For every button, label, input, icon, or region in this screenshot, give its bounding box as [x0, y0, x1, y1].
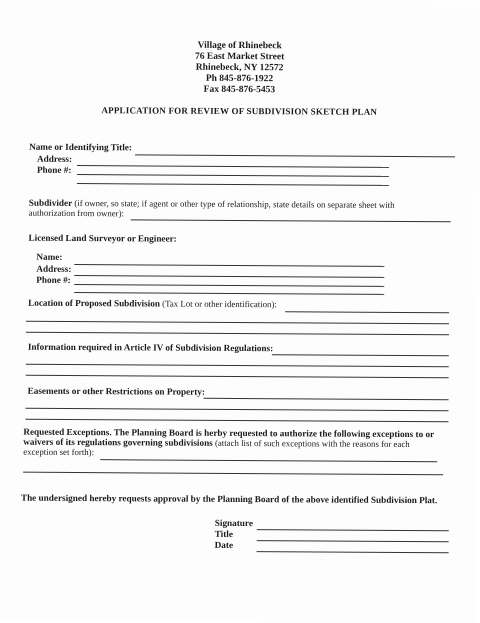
- easements-label: Easements or other Restrictions on Property:: [27, 385, 205, 397]
- surveyor-phone-label: Phone #:: [36, 274, 71, 285]
- header-phone: Ph 845-876-1922: [205, 73, 274, 85]
- approval-statement: The undersigned hereby requests approval by the Planning Board of the above identified Subdivision Plat.: [20, 492, 438, 506]
- surveyor-heading: Licensed Land Surveyor or Engineer:: [28, 232, 177, 244]
- address-field-1[interactable]: [77, 165, 389, 168]
- surveyor-name-label: Name:: [36, 251, 63, 262]
- phone-field[interactable]: [77, 183, 389, 186]
- easements-field-1[interactable]: [204, 398, 449, 400]
- location-label: Location of Proposed Subdivision: [28, 297, 160, 309]
- location-field-2[interactable]: [26, 321, 449, 325]
- form-title: APPLICATION FOR REVIEW OF SUBDIVISION SKETCH PLAN: [101, 105, 378, 117]
- exceptions-attach-note: (attach list of such exceptions with the reasons for each: [212, 437, 410, 450]
- name-title-field[interactable]: [135, 154, 455, 157]
- subdivider-authorization: authorization from owner):: [28, 207, 125, 219]
- header-org: Village of Rhinebeck: [197, 40, 282, 52]
- name-title-label: Name or Identifying Title:: [29, 141, 132, 153]
- exceptions-line-1: Requested Exceptions. The Planning Board is herby requested to authorize the following exceptions to or: [23, 426, 435, 440]
- exceptions-line-3: exception set forth):: [23, 446, 95, 458]
- location-field-3[interactable]: [26, 332, 449, 336]
- address-label: Address:: [36, 153, 73, 164]
- surveyor-address-label: Address:: [36, 263, 72, 274]
- subdivider-field[interactable]: [131, 219, 451, 222]
- location-hint: (Tax Lot or other identification):: [159, 298, 277, 310]
- phone-label: Phone #:: [36, 164, 72, 175]
- information-field-1[interactable]: [272, 354, 449, 356]
- exceptions-field-2[interactable]: [23, 472, 443, 476]
- information-field-3[interactable]: [26, 375, 449, 379]
- surveyor-address-field-2[interactable]: [74, 284, 384, 287]
- exceptions-waivers: waivers of its regulations governing subdivisions: [23, 436, 213, 448]
- title-label: Title: [214, 528, 233, 539]
- surveyor-phone-field[interactable]: [74, 292, 384, 295]
- header-fax: Fax 845-876-5453: [203, 84, 276, 96]
- information-label: Information required in Article IV of Subdivision Regulations:: [27, 341, 274, 354]
- easements-field-3[interactable]: [25, 419, 448, 423]
- date-field[interactable]: [257, 551, 449, 553]
- address-field-2[interactable]: [77, 174, 389, 177]
- surveyor-address-field-1[interactable]: [74, 275, 384, 278]
- subdivider-label: Subdivider: [28, 197, 73, 208]
- subdivider-hint: (if owner, so state; if agent or other type of relationship, state details on separate sheet with: [72, 197, 395, 210]
- header-street: 76 East Market Street: [194, 51, 285, 63]
- title-field[interactable]: [257, 540, 449, 542]
- easements-field-2[interactable]: [25, 408, 448, 412]
- surveyor-name-field[interactable]: [74, 264, 384, 267]
- location-field-1[interactable]: [285, 311, 449, 313]
- exceptions-field-1[interactable]: [100, 459, 437, 462]
- header-city: Rhinebeck, NY 12572: [195, 62, 284, 74]
- signature-field[interactable]: [257, 529, 449, 531]
- location-text: [28, 298, 277, 311]
- information-field-2[interactable]: [26, 364, 449, 368]
- date-label: Date: [214, 539, 234, 550]
- signature-label: Signature: [214, 517, 253, 529]
